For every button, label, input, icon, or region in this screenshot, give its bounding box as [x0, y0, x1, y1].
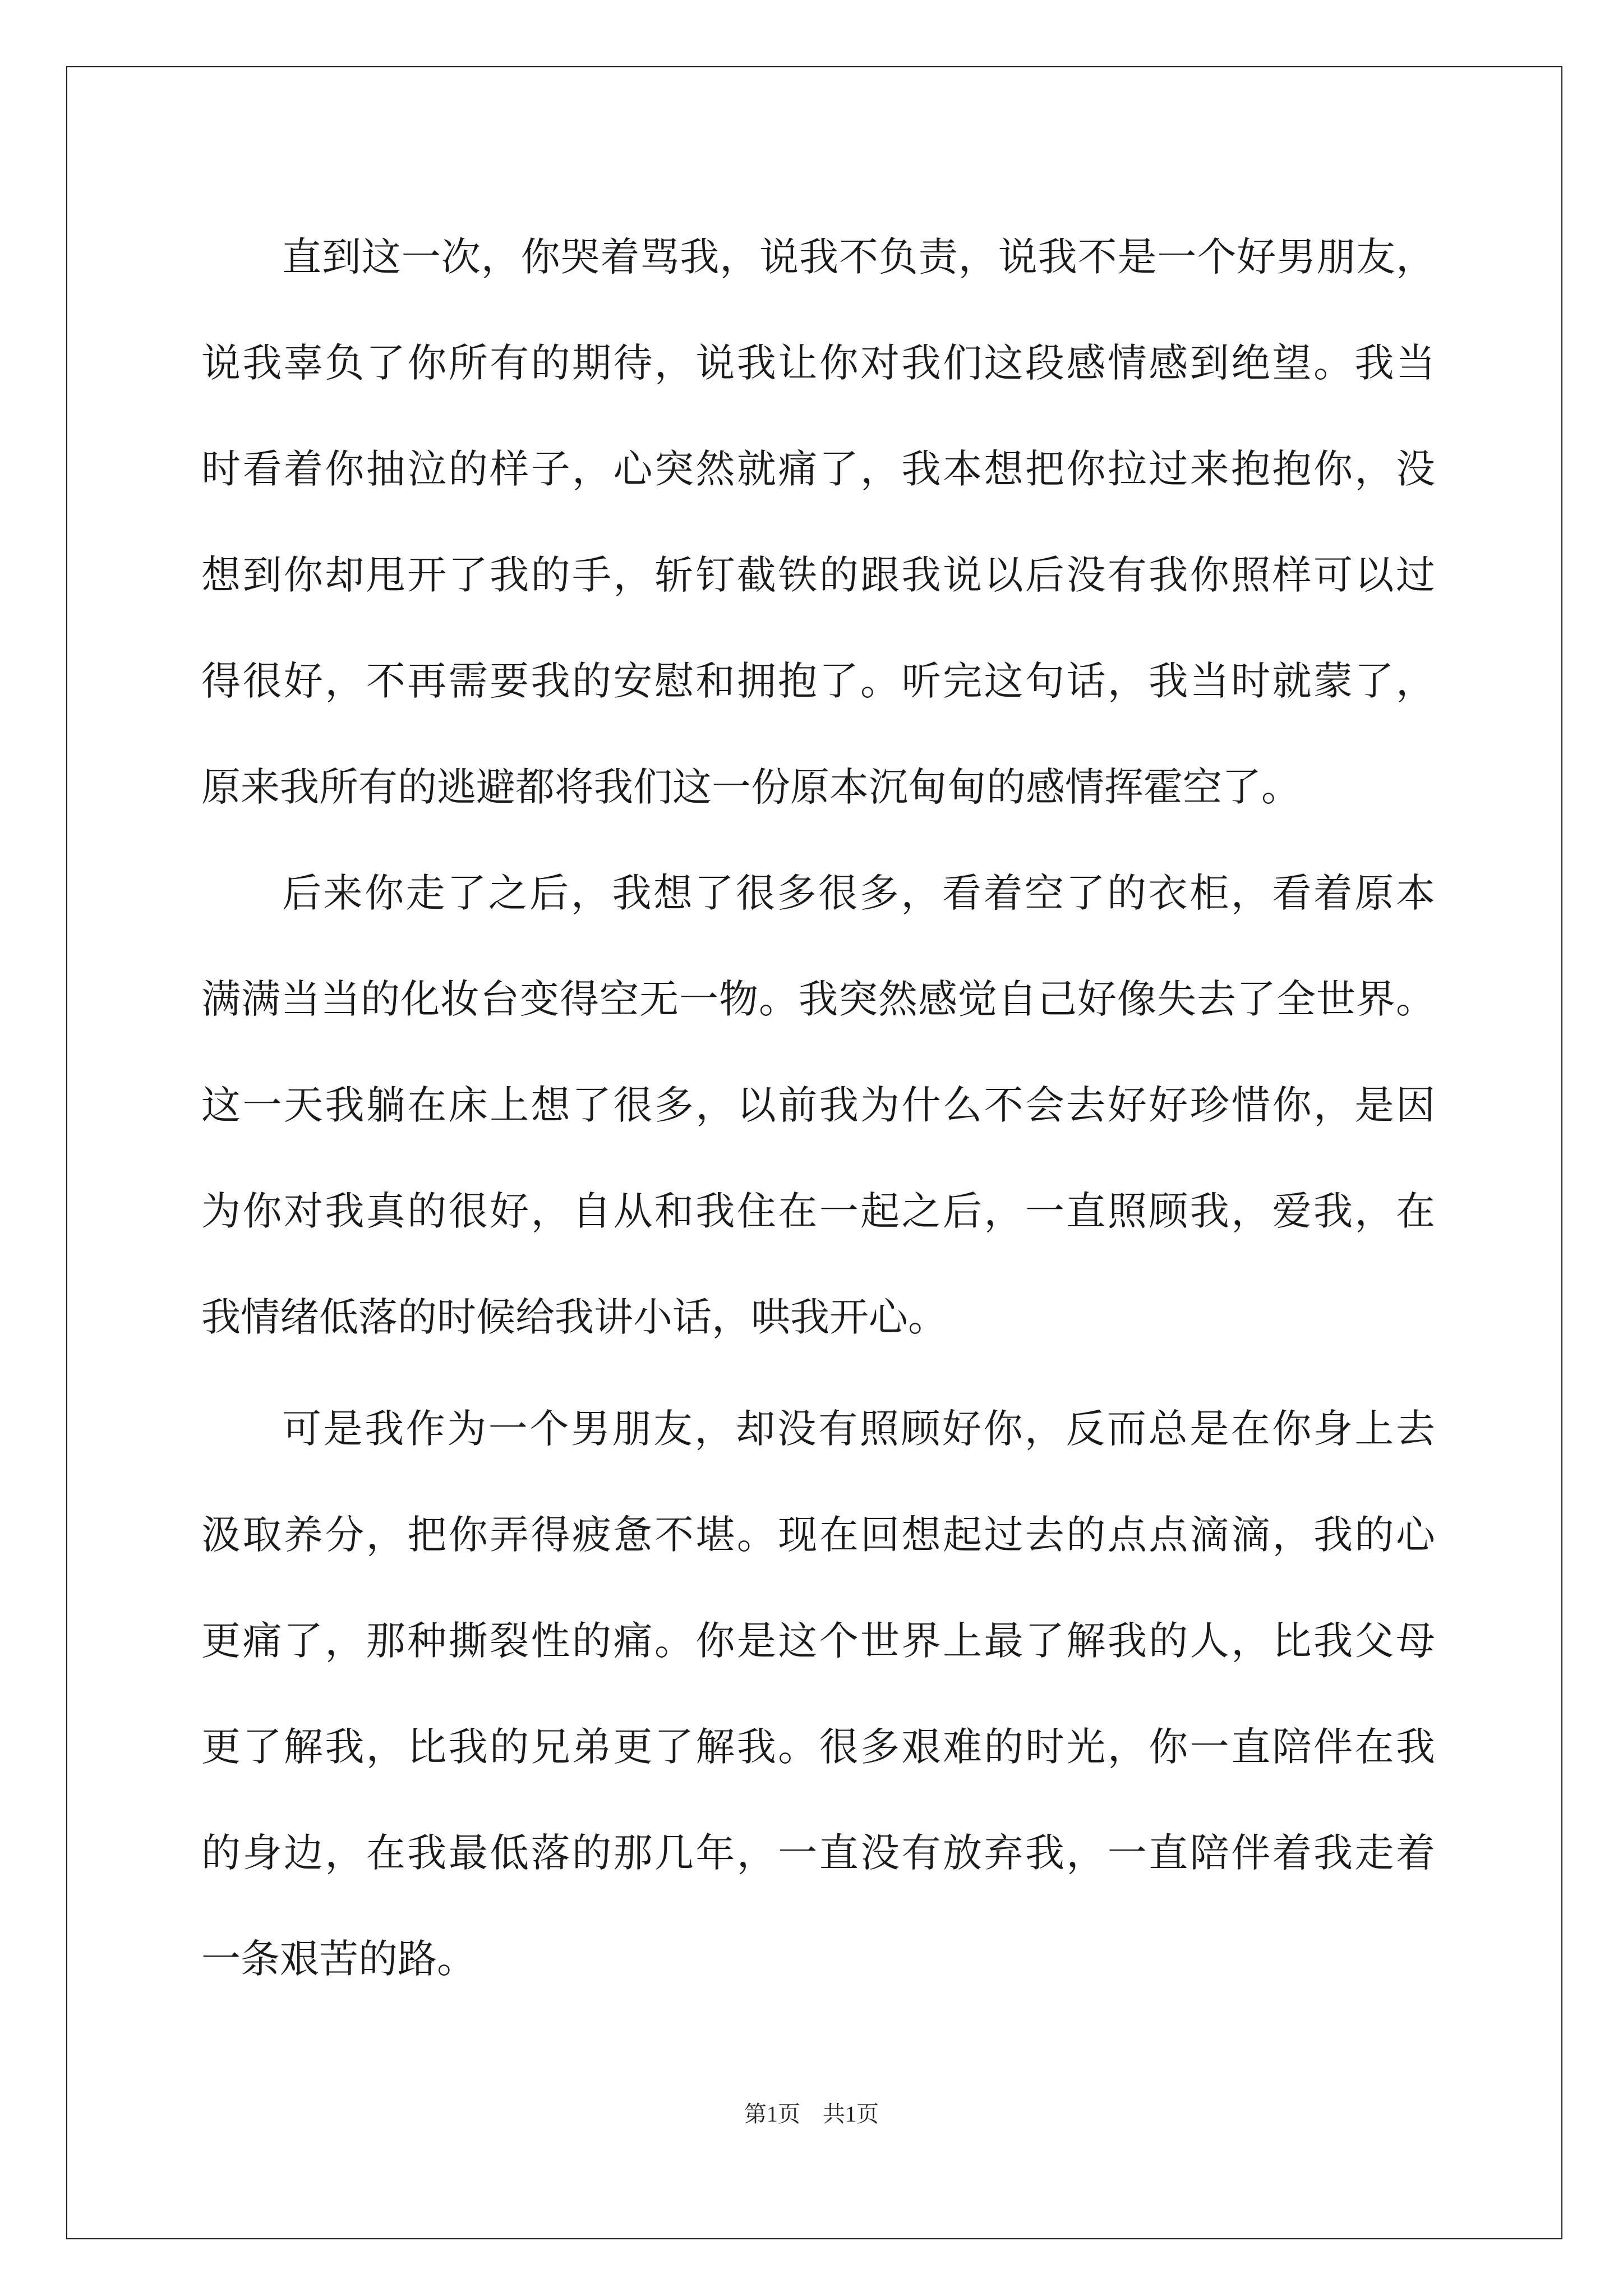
text-line: 为你对我真的很好，自从和我住在一起之后，一直照顾我，爱我，在 [201, 1188, 1435, 1234]
text-line: 更痛了，那种撕裂性的痛。你是这个世界上最了解我的人，比我父母 [201, 1618, 1435, 1664]
page-number-footer: 第1页 共1页 [744, 2101, 879, 2127]
paragraph [201, 204, 1435, 840]
text-line: 一条艰苦的路。 [201, 1936, 476, 1982]
paragraph [201, 840, 1435, 1370]
text-line: 的身边，在我最低落的那几年，一直没有放弃我，一直陪伴着我走着 [201, 1830, 1435, 1876]
text-line: 想到你却甩开了我的手，斩钉截铁的跟我说以后没有我你照样可以过 [201, 552, 1435, 598]
document-body [201, 204, 1435, 2012]
text-line: 后来你走了之后，我想了很多很多，看着空了的衣柜，看着原本 [282, 870, 1435, 916]
text-line: 满满当当的化妆台变得空无一物。我突然感觉自己好像失去了全世界。 [201, 976, 1435, 1022]
text-line: 更了解我，比我的兄弟更了解我。很多艰难的时光，你一直陪伴在我 [201, 1724, 1435, 1770]
text-line: 原来我所有的逃避都将我们这一份原本沉甸甸的感情挥霍空了。 [201, 764, 1301, 810]
paragraph [201, 1376, 1435, 2012]
text-line: 我情绪低落的时候给我讲小话，哄我开心。 [201, 1294, 947, 1340]
text-line: 得很好，不再需要我的安慰和拥抱了。听完这句话，我当时就蒙了， [201, 658, 1435, 704]
text-line: 时看着你抽泣的样子，心突然就痛了，我本想把你拉过来抱抱你，没 [201, 446, 1435, 492]
text-line: 说我辜负了你所有的期待，说我让你对我们这段感情感到绝望。我当 [201, 340, 1435, 386]
text-line: 这一天我躺在床上想了很多，以前我为什么不会去好好珍惜你，是因 [201, 1082, 1435, 1128]
text-line: 可是我作为一个男朋友，却没有照顾好你，反而总是在你身上去 [282, 1406, 1435, 1452]
text-line: 直到这一次，你哭着骂我，说我不负责，说我不是一个好男朋友， [282, 234, 1435, 280]
text-line: 汲取养分，把你弄得疲惫不堪。现在回想起过去的点点滴滴，我的心 [201, 1512, 1435, 1558]
